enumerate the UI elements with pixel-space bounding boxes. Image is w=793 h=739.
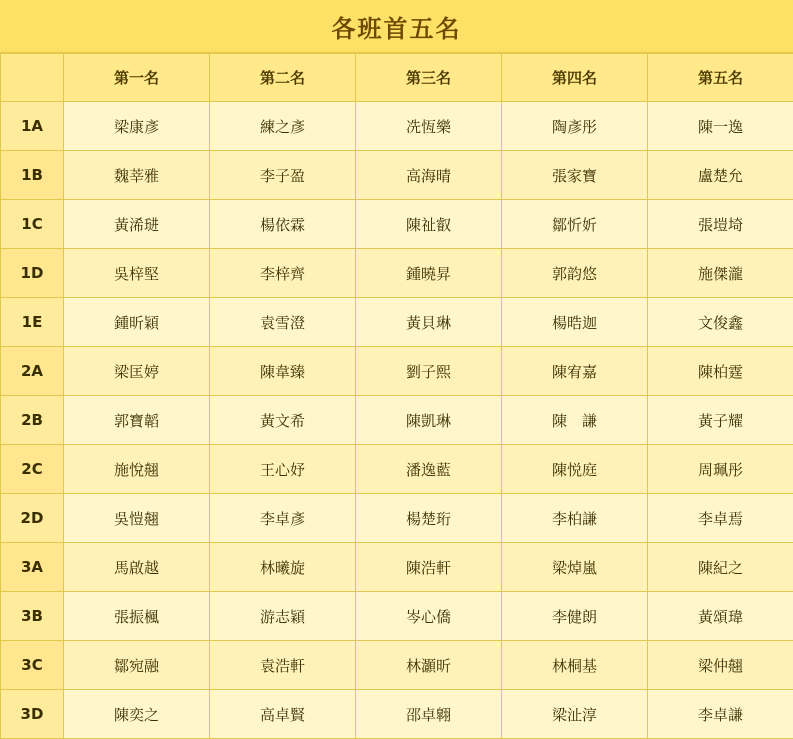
- student-name: 張塏埼: [648, 200, 793, 249]
- class-label: 1C: [1, 200, 64, 249]
- student-name: 陳悦庭: [502, 445, 648, 494]
- class-label: 3D: [1, 690, 64, 739]
- student-name: 陳柏霆: [648, 347, 793, 396]
- student-name: 林桐基: [502, 641, 648, 690]
- student-name: 高海晴: [356, 151, 502, 200]
- student-name: 劉子熙: [356, 347, 502, 396]
- student-name: 施悅翹: [64, 445, 210, 494]
- page-title: 各班首五名: [332, 9, 462, 44]
- student-name: 袁浩軒: [210, 641, 356, 690]
- student-name: 李梓齊: [210, 249, 356, 298]
- student-name: 游志穎: [210, 592, 356, 641]
- student-name: 陳奕之: [64, 690, 210, 739]
- column-header-rank-5: 第五名: [648, 54, 793, 102]
- class-label: 2B: [1, 396, 64, 445]
- table-row: [1, 543, 793, 592]
- table-row: [1, 445, 793, 494]
- student-name: 梁康彥: [64, 102, 210, 151]
- student-name: 李卓謙: [648, 690, 793, 739]
- student-name: 郭韵悠: [502, 249, 648, 298]
- student-name: 黃文希: [210, 396, 356, 445]
- student-name: 冼恆樂: [356, 102, 502, 151]
- student-name: 鍾昕穎: [64, 298, 210, 347]
- student-name: 黃浠琎: [64, 200, 210, 249]
- table-row: [1, 102, 793, 151]
- student-name: 梁匡婷: [64, 347, 210, 396]
- student-name: 鍾曉昇: [356, 249, 502, 298]
- student-name: 施傑瀧: [648, 249, 793, 298]
- student-name: 陶彥彤: [502, 102, 648, 151]
- header-row: [1, 54, 793, 102]
- student-name: 黃頌瑋: [648, 592, 793, 641]
- corner-cell: [1, 54, 64, 102]
- student-name: 林灝昕: [356, 641, 502, 690]
- student-name: 練之彥: [210, 102, 356, 151]
- table-row: [1, 494, 793, 543]
- student-name: 黃子耀: [648, 396, 793, 445]
- class-label: 3B: [1, 592, 64, 641]
- ranking-table: [0, 53, 793, 739]
- student-name: 吳愷翹: [64, 494, 210, 543]
- student-name: 潘逸藍: [356, 445, 502, 494]
- table-body: [1, 102, 793, 739]
- student-name: 文俊鑫: [648, 298, 793, 347]
- title-bar: [0, 0, 793, 53]
- student-name: 梁仲翹: [648, 641, 793, 690]
- student-name: 張家寶: [502, 151, 648, 200]
- student-name: 李健朗: [502, 592, 648, 641]
- student-name: 林曦旋: [210, 543, 356, 592]
- table-row: [1, 200, 793, 249]
- class-label: 3C: [1, 641, 64, 690]
- student-name: 李卓焉: [648, 494, 793, 543]
- class-label: 1E: [1, 298, 64, 347]
- student-name: 李卓彥: [210, 494, 356, 543]
- student-name: 鄒宛融: [64, 641, 210, 690]
- student-name: 梁沚淳: [502, 690, 648, 739]
- student-name: 李柏謙: [502, 494, 648, 543]
- class-label: 3A: [1, 543, 64, 592]
- student-name: 邵卓翺: [356, 690, 502, 739]
- student-name: 郭寶韜: [64, 396, 210, 445]
- student-name: 王心妤: [210, 445, 356, 494]
- student-name: 岑心僑: [356, 592, 502, 641]
- student-name: 吳梓堅: [64, 249, 210, 298]
- student-name: 陳 謙: [502, 396, 648, 445]
- table-row: [1, 592, 793, 641]
- column-header-rank-1: 第一名: [64, 54, 210, 102]
- table-row: [1, 347, 793, 396]
- student-name: 楊楚珩: [356, 494, 502, 543]
- student-name: 陳韋臻: [210, 347, 356, 396]
- class-label: 2D: [1, 494, 64, 543]
- student-name: 梁焯嵐: [502, 543, 648, 592]
- student-name: 袁雪澄: [210, 298, 356, 347]
- student-name: 高卓賢: [210, 690, 356, 739]
- student-name: 陳紀之: [648, 543, 793, 592]
- table-row: [1, 249, 793, 298]
- column-header-rank-4: 第四名: [502, 54, 648, 102]
- class-label: 1B: [1, 151, 64, 200]
- table-row: [1, 690, 793, 739]
- student-name: 李子盈: [210, 151, 356, 200]
- student-name: 鄒忻妡: [502, 200, 648, 249]
- table-row: [1, 298, 793, 347]
- class-label: 2A: [1, 347, 64, 396]
- student-name: 周珮彤: [648, 445, 793, 494]
- student-name: 張振楓: [64, 592, 210, 641]
- column-header-rank-3: 第三名: [356, 54, 502, 102]
- student-name: 魏莘雅: [64, 151, 210, 200]
- student-name: 陳祉叡: [356, 200, 502, 249]
- class-label: 2C: [1, 445, 64, 494]
- table-row: [1, 641, 793, 690]
- student-name: 陳一逸: [648, 102, 793, 151]
- table-row: [1, 151, 793, 200]
- student-name: 陳浩軒: [356, 543, 502, 592]
- class-label: 1A: [1, 102, 64, 151]
- column-header-rank-2: 第二名: [210, 54, 356, 102]
- student-name: 盧楚允: [648, 151, 793, 200]
- class-label: 1D: [1, 249, 64, 298]
- student-name: 陳凱琳: [356, 396, 502, 445]
- table-row: [1, 396, 793, 445]
- student-name: 陳宥嘉: [502, 347, 648, 396]
- student-name: 馬啟越: [64, 543, 210, 592]
- student-name: 楊依霖: [210, 200, 356, 249]
- table-header: [1, 54, 793, 102]
- student-name: 楊晧迦: [502, 298, 648, 347]
- student-name: 黃貝琳: [356, 298, 502, 347]
